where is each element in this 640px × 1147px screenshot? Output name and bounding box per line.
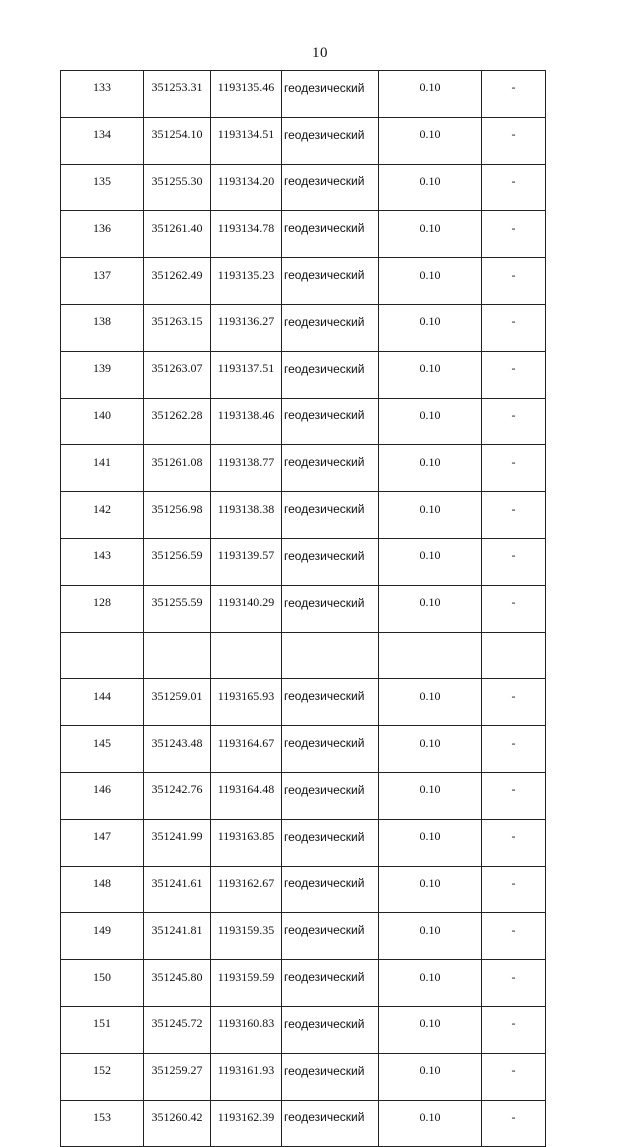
point-number-cell: 152 bbox=[61, 1053, 144, 1100]
point-number-cell: 145 bbox=[61, 726, 144, 773]
table-row bbox=[61, 492, 546, 539]
table-row bbox=[61, 960, 546, 1007]
y-coordinate-cell: 1193162.39 bbox=[211, 1100, 282, 1147]
precision-cell: 0.10 bbox=[379, 1100, 482, 1147]
x-coordinate-cell: 351243.48 bbox=[144, 726, 211, 773]
table-row bbox=[61, 538, 546, 585]
note-cell: - bbox=[482, 1100, 546, 1147]
x-coordinate-cell: 351245.72 bbox=[144, 1006, 211, 1053]
table-row bbox=[61, 772, 546, 819]
method-cell: геодезический bbox=[282, 866, 379, 913]
x-coordinate-cell: 351242.76 bbox=[144, 772, 211, 819]
method-cell: геодезический bbox=[282, 398, 379, 445]
note-cell: - bbox=[482, 726, 546, 773]
method-cell: геодезический bbox=[282, 304, 379, 351]
method-cell: геодезический bbox=[282, 258, 379, 305]
point-number-cell: 148 bbox=[61, 866, 144, 913]
table-row bbox=[61, 398, 546, 445]
table-row bbox=[61, 726, 546, 773]
method-cell: геодезический bbox=[282, 211, 379, 258]
note-cell: - bbox=[482, 398, 546, 445]
note-cell: - bbox=[482, 117, 546, 164]
table-row bbox=[61, 913, 546, 960]
precision-cell: 0.10 bbox=[379, 211, 482, 258]
y-coordinate-cell: 1193136.27 bbox=[211, 304, 282, 351]
y-coordinate-cell: 1193137.51 bbox=[211, 351, 282, 398]
precision-cell: 0.10 bbox=[379, 398, 482, 445]
y-coordinate-cell: 1193138.38 bbox=[211, 492, 282, 539]
point-number-cell: 150 bbox=[61, 960, 144, 1007]
point-number-cell: 151 bbox=[61, 1006, 144, 1053]
precision-cell: 0.10 bbox=[379, 585, 482, 632]
table-row bbox=[61, 71, 546, 118]
precision-cell: 0.10 bbox=[379, 913, 482, 960]
table-row bbox=[61, 304, 546, 351]
y-coordinate-cell: 1193161.93 bbox=[211, 1053, 282, 1100]
precision-cell: 0.10 bbox=[379, 164, 482, 211]
precision-cell: 0.10 bbox=[379, 445, 482, 492]
note-cell: - bbox=[482, 679, 546, 726]
x-coordinate-cell: 351241.99 bbox=[144, 819, 211, 866]
x-coordinate-cell bbox=[144, 632, 211, 679]
table-row bbox=[61, 211, 546, 258]
table-row bbox=[61, 819, 546, 866]
point-number-cell: 144 bbox=[61, 679, 144, 726]
table-row bbox=[61, 445, 546, 492]
precision-cell: 0.10 bbox=[379, 538, 482, 585]
y-coordinate-cell: 1193135.46 bbox=[211, 71, 282, 118]
coordinates-table-body bbox=[61, 71, 546, 1147]
note-cell: - bbox=[482, 538, 546, 585]
point-number-cell: 149 bbox=[61, 913, 144, 960]
x-coordinate-cell: 351245.80 bbox=[144, 960, 211, 1007]
x-coordinate-cell: 351261.08 bbox=[144, 445, 211, 492]
note-cell: - bbox=[482, 1053, 546, 1100]
coordinates-table bbox=[60, 70, 546, 1147]
note-cell: - bbox=[482, 819, 546, 866]
precision-cell: 0.10 bbox=[379, 1006, 482, 1053]
x-coordinate-cell: 351255.59 bbox=[144, 585, 211, 632]
x-coordinate-cell: 351262.28 bbox=[144, 398, 211, 445]
method-cell: геодезический bbox=[282, 71, 379, 118]
note-cell: - bbox=[482, 772, 546, 819]
precision-cell: 0.10 bbox=[379, 866, 482, 913]
point-number-cell: 135 bbox=[61, 164, 144, 211]
point-number-cell: 140 bbox=[61, 398, 144, 445]
y-coordinate-cell: 1193160.83 bbox=[211, 1006, 282, 1053]
method-cell: геодезический bbox=[282, 445, 379, 492]
x-coordinate-cell: 351241.81 bbox=[144, 913, 211, 960]
precision-cell: 0.10 bbox=[379, 1053, 482, 1100]
method-cell: геодезический bbox=[282, 492, 379, 539]
x-coordinate-cell: 351259.01 bbox=[144, 679, 211, 726]
precision-cell bbox=[379, 632, 482, 679]
precision-cell: 0.10 bbox=[379, 960, 482, 1007]
table-row bbox=[61, 679, 546, 726]
note-cell: - bbox=[482, 71, 546, 118]
method-cell: геодезический bbox=[282, 117, 379, 164]
y-coordinate-cell: 1193164.48 bbox=[211, 772, 282, 819]
note-cell bbox=[482, 632, 546, 679]
point-number-cell: 139 bbox=[61, 351, 144, 398]
note-cell: - bbox=[482, 304, 546, 351]
point-number-cell: 141 bbox=[61, 445, 144, 492]
point-number-cell: 146 bbox=[61, 772, 144, 819]
x-coordinate-cell: 351263.15 bbox=[144, 304, 211, 351]
y-coordinate-cell: 1193138.46 bbox=[211, 398, 282, 445]
point-number-cell: 142 bbox=[61, 492, 144, 539]
note-cell: - bbox=[482, 492, 546, 539]
point-number-cell: 134 bbox=[61, 117, 144, 164]
point-number-cell: 147 bbox=[61, 819, 144, 866]
method-cell: геодезический bbox=[282, 772, 379, 819]
precision-cell: 0.10 bbox=[379, 772, 482, 819]
note-cell: - bbox=[482, 585, 546, 632]
y-coordinate-cell: 1193134.78 bbox=[211, 211, 282, 258]
table-row bbox=[61, 632, 546, 679]
precision-cell: 0.10 bbox=[379, 351, 482, 398]
y-coordinate-cell: 1193139.57 bbox=[211, 538, 282, 585]
y-coordinate-cell: 1193138.77 bbox=[211, 445, 282, 492]
x-coordinate-cell: 351241.61 bbox=[144, 866, 211, 913]
method-cell: геодезический bbox=[282, 679, 379, 726]
method-cell: геодезический bbox=[282, 1053, 379, 1100]
note-cell: - bbox=[482, 913, 546, 960]
point-number-cell: 143 bbox=[61, 538, 144, 585]
y-coordinate-cell: 1193165.93 bbox=[211, 679, 282, 726]
x-coordinate-cell: 351253.31 bbox=[144, 71, 211, 118]
point-number-cell: 133 bbox=[61, 71, 144, 118]
x-coordinate-cell: 351262.49 bbox=[144, 258, 211, 305]
point-number-cell: 136 bbox=[61, 211, 144, 258]
method-cell: геодезический bbox=[282, 819, 379, 866]
y-coordinate-cell: 1193140.29 bbox=[211, 585, 282, 632]
precision-cell: 0.10 bbox=[379, 117, 482, 164]
note-cell: - bbox=[482, 866, 546, 913]
precision-cell: 0.10 bbox=[379, 71, 482, 118]
y-coordinate-cell: 1193159.35 bbox=[211, 913, 282, 960]
point-number-cell: 128 bbox=[61, 585, 144, 632]
precision-cell: 0.10 bbox=[379, 679, 482, 726]
page-number: 10 bbox=[312, 45, 328, 61]
table-row bbox=[61, 866, 546, 913]
precision-cell: 0.10 bbox=[379, 726, 482, 773]
note-cell: - bbox=[482, 1006, 546, 1053]
x-coordinate-cell: 351256.98 bbox=[144, 492, 211, 539]
table-row bbox=[61, 117, 546, 164]
y-coordinate-cell: 1193162.67 bbox=[211, 866, 282, 913]
note-cell: - bbox=[482, 351, 546, 398]
point-number-cell bbox=[61, 632, 144, 679]
method-cell: геодезический bbox=[282, 726, 379, 773]
x-coordinate-cell: 351255.30 bbox=[144, 164, 211, 211]
x-coordinate-cell: 351256.59 bbox=[144, 538, 211, 585]
method-cell: геодезический bbox=[282, 164, 379, 211]
note-cell: - bbox=[482, 258, 546, 305]
y-coordinate-cell: 1193135.23 bbox=[211, 258, 282, 305]
precision-cell: 0.10 bbox=[379, 304, 482, 351]
x-coordinate-cell: 351254.10 bbox=[144, 117, 211, 164]
method-cell: геодезический bbox=[282, 1100, 379, 1147]
method-cell: геодезический bbox=[282, 351, 379, 398]
method-cell: геодезический bbox=[282, 585, 379, 632]
table-row bbox=[61, 585, 546, 632]
table-row bbox=[61, 1006, 546, 1053]
y-coordinate-cell bbox=[211, 632, 282, 679]
y-coordinate-cell: 1193159.59 bbox=[211, 960, 282, 1007]
table-row bbox=[61, 164, 546, 211]
table-row bbox=[61, 1100, 546, 1147]
table-row bbox=[61, 1053, 546, 1100]
y-coordinate-cell: 1193164.67 bbox=[211, 726, 282, 773]
table-row bbox=[61, 258, 546, 305]
note-cell: - bbox=[482, 164, 546, 211]
method-cell: геодезический bbox=[282, 1006, 379, 1053]
note-cell: - bbox=[482, 960, 546, 1007]
method-cell bbox=[282, 632, 379, 679]
point-number-cell: 138 bbox=[61, 304, 144, 351]
point-number-cell: 137 bbox=[61, 258, 144, 305]
x-coordinate-cell: 351259.27 bbox=[144, 1053, 211, 1100]
x-coordinate-cell: 351260.42 bbox=[144, 1100, 211, 1147]
x-coordinate-cell: 351261.40 bbox=[144, 211, 211, 258]
method-cell: геодезический bbox=[282, 913, 379, 960]
precision-cell: 0.10 bbox=[379, 258, 482, 305]
table-row bbox=[61, 351, 546, 398]
note-cell: - bbox=[482, 211, 546, 258]
y-coordinate-cell: 1193134.51 bbox=[211, 117, 282, 164]
method-cell: геодезический bbox=[282, 960, 379, 1007]
method-cell: геодезический bbox=[282, 538, 379, 585]
precision-cell: 0.10 bbox=[379, 819, 482, 866]
y-coordinate-cell: 1193163.85 bbox=[211, 819, 282, 866]
point-number-cell: 153 bbox=[61, 1100, 144, 1147]
x-coordinate-cell: 351263.07 bbox=[144, 351, 211, 398]
y-coordinate-cell: 1193134.20 bbox=[211, 164, 282, 211]
precision-cell: 0.10 bbox=[379, 492, 482, 539]
note-cell: - bbox=[482, 445, 546, 492]
